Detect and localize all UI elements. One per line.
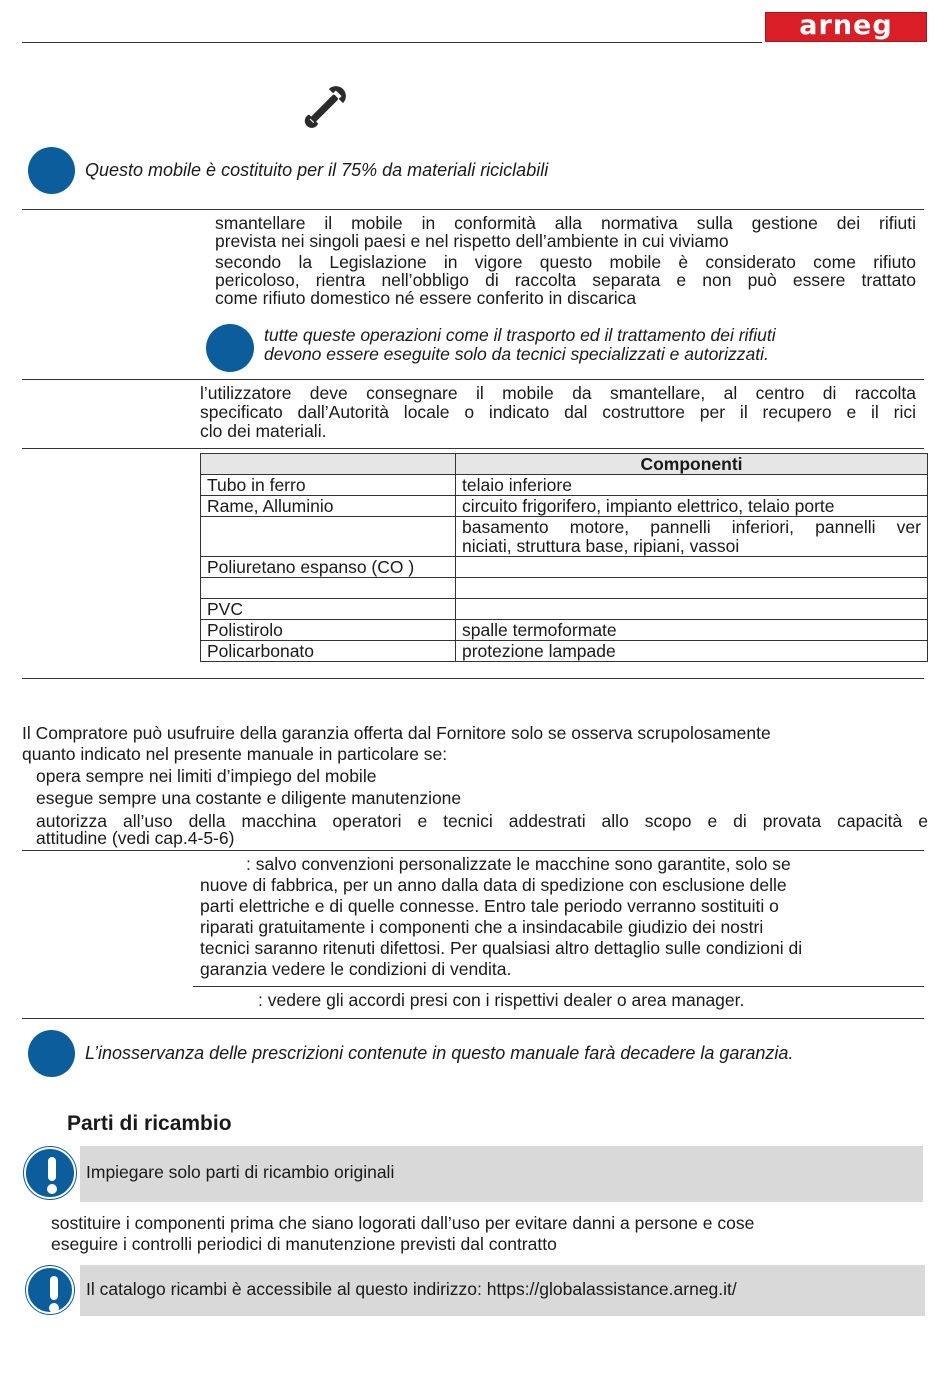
divider <box>22 209 924 210</box>
section-title: Parti di ricambio <box>67 1112 232 1135</box>
info-dot-icon <box>28 147 75 194</box>
component-cell <box>456 557 928 578</box>
table-header-cell <box>201 454 456 475</box>
component-line: basamento motore, pannelli inferiori, pannelli ver <box>462 517 921 537</box>
warranty-terms-line: nuove di fabbrica, per un anno dalla data di spedizione con esclusione delle <box>200 875 787 895</box>
divider <box>193 986 924 987</box>
disposal-paragraph-line: smantellare il mobile in conformità alla normativa sulla gestione dei rifiuti <box>215 213 916 233</box>
warranty-terms-line: riparati gratuitamente i componenti che a insindacabile giudizio dei nostri <box>200 917 764 937</box>
spare-instruction: sostituire i componenti prima che siano logorati dall’uso per evitare danni a persone e cose <box>51 1213 755 1233</box>
table-row <box>201 475 928 496</box>
table-row <box>201 620 928 641</box>
table-row <box>201 599 928 620</box>
catalog-note: Il catalogo ricambi è accessibile al questo indirizzo: https://globalassistance.arneg.it/ <box>86 1279 737 1299</box>
component-cell: telaio inferiore <box>456 475 928 496</box>
consign-paragraph-line: specificato dall’Autorità locale o indicato dal costruttore per il recupero e il rici <box>200 402 916 422</box>
original-parts-note: Impiegare solo parti di ricambio originali <box>86 1162 395 1182</box>
table-header-cell: Componenti <box>456 454 928 475</box>
component-line: niciati, struttura base, ripiani, vassoi <box>462 536 740 556</box>
components-table <box>200 453 928 662</box>
material-cell: Poliuretano espanso (CO ) <box>201 557 456 578</box>
warranty-terms-line: parti elettriche e di quelle connesse. Entro tale periodo verranno sostituiti o <box>200 896 779 916</box>
disposal-paragraph-line: pericoloso, rientra nell’obbligo di raccolta separata e non può essere trattato <box>215 270 916 290</box>
info-dot-icon <box>28 1030 75 1077</box>
table-row <box>201 557 928 578</box>
warranty-condition: attitudine (vedi cap.4-5-6) <box>36 828 235 848</box>
divider <box>22 850 924 851</box>
component-cell: protezione lampade <box>456 641 928 662</box>
material-cell: Tubo in ferro <box>201 475 456 496</box>
material-cell: Policarbonato <box>201 641 456 662</box>
table-row <box>201 641 928 662</box>
material-cell: Polistirolo <box>201 620 456 641</box>
component-cell <box>456 517 928 557</box>
arneg-logo: arneg <box>765 12 927 42</box>
table-row <box>201 517 928 557</box>
specialist-note-line: tutte queste operazioni come il trasporto ed il trattamento dei rifiuti <box>264 325 776 345</box>
consign-paragraph-line: clo dei materiali. <box>200 421 327 441</box>
specialist-note-line: devono essere eseguite solo da tecnici specializzati e autorizzati. <box>264 344 769 364</box>
table-header-row <box>201 454 928 475</box>
material-cell: Rame, Alluminio <box>201 496 456 517</box>
info-dot-icon <box>206 324 254 372</box>
disposal-paragraph-line: secondo la Legislazione in vigore questo mobile è considerato come rifiuto <box>215 252 916 272</box>
wrench-icon <box>300 82 352 130</box>
divider <box>22 448 924 449</box>
warranty-terms-line: tecnici saranno ritenuti difettosi. Per qualsiasi altro dettaglio sulle condizioni di <box>200 938 803 958</box>
divider <box>22 379 924 380</box>
warranty-intro-line: quanto indicato nel presente manuale in particolare se: <box>22 744 448 764</box>
header-rule <box>22 42 762 43</box>
warranty-condition: autorizza all’uso della macchina operatori e tecnici addestrati allo scopo e di provata capacità e <box>36 811 928 831</box>
consign-paragraph-line: l’utilizzatore deve consegnare il mobile da smantellare, al centro di raccolta <box>200 383 916 403</box>
warranty-void-note: L’inosservanza delle prescrizioni contenute in questo manuale farà decadere la garanzia. <box>85 1043 794 1063</box>
component-cell <box>456 578 928 599</box>
component-cell: spalle termoformate <box>456 620 928 641</box>
exclamation-icon <box>24 1147 76 1199</box>
component-cell: circuito frigorifero, impianto elettrico, telaio porte <box>456 496 928 517</box>
divider <box>22 678 924 679</box>
material-cell <box>201 578 456 599</box>
table-row <box>201 578 928 599</box>
disposal-paragraph-line: prevista nei singoli paesi e nel rispetto dell’ambiente in cui viviamo <box>215 231 729 251</box>
exclamation-icon <box>26 1266 74 1314</box>
component-cell <box>456 599 928 620</box>
material-cell <box>201 517 456 557</box>
spare-instruction: eseguire i controlli periodici di manutenzione previsti dal contratto <box>51 1234 557 1254</box>
material-cell: PVC <box>201 599 456 620</box>
warranty-terms-line: : salvo convenzioni personalizzate le macchine sono garantite, solo se <box>246 854 791 874</box>
warranty-dealer-line: : vedere gli accordi presi con i rispettivi dealer o area manager. <box>258 990 745 1010</box>
warranty-condition: opera sempre nei limiti d’impiego del mobile <box>36 766 377 786</box>
warranty-intro-line: Il Compratore può usufruire della garanzia offerta dal Fornitore solo se osserva scrupolosamente <box>22 723 771 743</box>
table-row <box>201 496 928 517</box>
divider <box>22 1018 924 1019</box>
recyclable-note: Questo mobile è costituito per il 75% da materiali riciclabili <box>85 160 549 180</box>
warranty-condition: esegue sempre una costante e diligente manutenzione <box>36 788 462 808</box>
disposal-paragraph-line: come rifiuto domestico né essere conferito in discarica <box>215 288 637 308</box>
warranty-terms-line: garanzia vedere le condizioni di vendita. <box>200 959 512 979</box>
